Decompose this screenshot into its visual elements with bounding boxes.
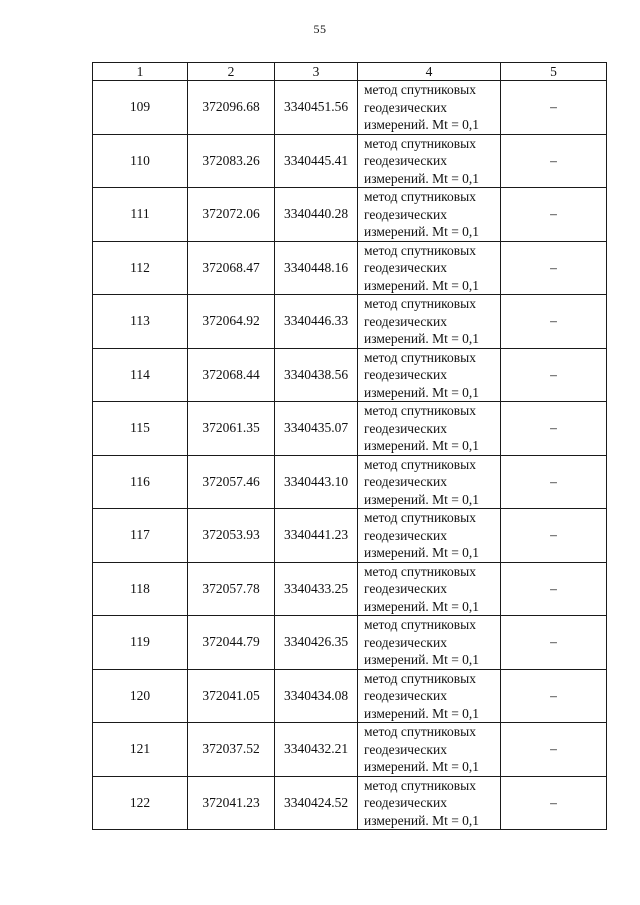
point-number: 118: [93, 562, 188, 616]
method-line-2: геодезических: [364, 527, 447, 543]
note-cell: –: [501, 134, 607, 188]
note-cell: –: [501, 241, 607, 295]
method-line-1: метод спутниковых: [364, 135, 476, 151]
coordinate-y: 3340440.28: [275, 188, 358, 242]
note-cell: –: [501, 616, 607, 670]
point-number: 117: [93, 509, 188, 563]
method-cell: [358, 402, 501, 456]
note-cell: –: [501, 188, 607, 242]
coordinate-y: 3340451.56: [275, 81, 358, 135]
coordinate-x: 372068.44: [188, 348, 275, 402]
method-line-1: метод спутниковых: [364, 296, 476, 311]
method-cell: [358, 188, 501, 242]
header-cell-5: 5: [501, 63, 607, 81]
method-cell: [358, 616, 501, 670]
coordinate-y: 3340448.16: [275, 241, 358, 295]
point-number: 119: [93, 616, 188, 670]
header-cell-1: 1: [93, 63, 188, 81]
coordinate-x: 372068.47: [188, 241, 275, 295]
method-line-2: геодезических: [364, 313, 447, 329]
header-cell-2: 2: [188, 63, 275, 81]
method-line-1: метод спутниковых: [364, 403, 476, 418]
note-cell: –: [501, 402, 607, 456]
method-line-2: геодезических: [364, 260, 447, 275]
method-line-3: измерений. Mt = 0,1: [364, 705, 480, 721]
point-number: 114: [93, 348, 188, 402]
point-number: 112: [93, 241, 188, 295]
table-row: [93, 669, 607, 723]
note-cell: –: [501, 723, 607, 777]
method-line-3: измерений. Mt = 0,1: [364, 545, 480, 560]
method-line-2: геодезических: [364, 206, 447, 222]
point-number: 115: [93, 402, 188, 456]
note-cell: –: [501, 669, 607, 723]
method-line-1: метод спутниковых: [364, 349, 476, 365]
coordinate-y: 3340443.10: [275, 455, 358, 509]
method-cell: [358, 723, 501, 777]
coordinate-x: 372083.26: [188, 134, 275, 188]
note-cell: –: [501, 348, 607, 402]
method-line-1: метод спутниковых: [364, 510, 476, 525]
coordinate-x: 372041.23: [188, 776, 275, 830]
point-number: 110: [93, 134, 188, 188]
method-cell: [358, 509, 501, 563]
point-number: 122: [93, 776, 188, 830]
coordinate-x: 372061.35: [188, 402, 275, 456]
method-line-3: измерений. Mt = 0,1: [364, 598, 480, 614]
method-line-3: измерений. Mt = 0,1: [364, 224, 480, 239]
table-row: [93, 509, 607, 563]
method-line-1: метод спутниковых: [364, 617, 476, 632]
table-row: [93, 616, 607, 670]
table-row: [93, 81, 607, 135]
coordinate-y: 3340426.35: [275, 616, 358, 670]
table-row: [93, 134, 607, 188]
method-line-1: метод спутниковых: [364, 563, 476, 579]
method-line-2: геодезических: [364, 581, 447, 596]
method-line-3: измерений. Mt = 0,1: [364, 812, 480, 828]
method-line-1: метод спутниковых: [364, 670, 476, 686]
coordinates-table: [92, 62, 607, 830]
note-cell: –: [501, 509, 607, 563]
header-cell-3: 3: [275, 63, 358, 81]
method-cell: [358, 562, 501, 616]
table-row: [93, 776, 607, 830]
method-line-3: измерений. Mt = 0,1: [364, 438, 480, 453]
method-line-3: измерений. Mt = 0,1: [364, 759, 480, 774]
point-number: 111: [93, 188, 188, 242]
point-number: 116: [93, 455, 188, 509]
method-cell: [358, 295, 501, 349]
method-line-3: измерений. Mt = 0,1: [364, 652, 480, 667]
method-line-2: геодезических: [364, 474, 447, 489]
table-row: [93, 402, 607, 456]
table-row: [93, 188, 607, 242]
coordinate-x: 372072.06: [188, 188, 275, 242]
method-line-1: метод спутниковых: [364, 456, 476, 472]
coordinate-y: 3340441.23: [275, 509, 358, 563]
note-cell: –: [501, 562, 607, 616]
table-row: [93, 295, 607, 349]
coordinate-x: 372053.93: [188, 509, 275, 563]
method-line-1: метод спутниковых: [364, 189, 476, 204]
method-cell: [358, 776, 501, 830]
coordinate-y: 3340432.21: [275, 723, 358, 777]
coordinate-y: 3340438.56: [275, 348, 358, 402]
method-line-3: измерений. Mt = 0,1: [364, 331, 480, 346]
coordinate-y: 3340433.25: [275, 562, 358, 616]
coordinate-y: 3340446.33: [275, 295, 358, 349]
coordinate-x: 372057.78: [188, 562, 275, 616]
method-line-2: геодезических: [364, 688, 447, 703]
method-line-1: метод спутниковых: [364, 242, 476, 258]
note-cell: –: [501, 81, 607, 135]
coordinate-x: 372057.46: [188, 455, 275, 509]
point-number: 113: [93, 295, 188, 349]
point-number: 120: [93, 669, 188, 723]
method-line-1: метод спутниковых: [364, 724, 476, 739]
coordinate-y: 3340434.08: [275, 669, 358, 723]
coordinate-x: 372044.79: [188, 616, 275, 670]
point-number: 121: [93, 723, 188, 777]
table-row: [93, 562, 607, 616]
method-line-1: метод спутниковых: [364, 82, 476, 97]
method-line-3: измерений. Mt = 0,1: [364, 117, 480, 132]
header-row: [93, 63, 607, 81]
method-line-2: геодезических: [364, 741, 447, 757]
method-line-3: измерений. Mt = 0,1: [364, 384, 480, 400]
method-line-2: геодезических: [364, 795, 447, 810]
method-line-2: геодезических: [364, 153, 447, 168]
method-line-2: геодезических: [364, 634, 447, 650]
page-number: 55: [313, 22, 327, 36]
coordinate-x: 372037.52: [188, 723, 275, 777]
method-line-3: измерений. Mt = 0,1: [364, 170, 480, 186]
point-number: 109: [93, 81, 188, 135]
method-cell: [358, 669, 501, 723]
method-cell: [358, 81, 501, 135]
coordinate-x: 372041.05: [188, 669, 275, 723]
method-line-2: геодезических: [364, 367, 447, 382]
header-cell-4: 4: [358, 63, 501, 81]
note-cell: –: [501, 455, 607, 509]
note-cell: –: [501, 295, 607, 349]
table-row: [93, 348, 607, 402]
coordinate-x: 372064.92: [188, 295, 275, 349]
method-cell: [358, 455, 501, 509]
method-cell: [358, 348, 501, 402]
coordinate-y: 3340445.41: [275, 134, 358, 188]
coordinate-y: 3340435.07: [275, 402, 358, 456]
table-row: [93, 455, 607, 509]
table-row: [93, 241, 607, 295]
method-line-2: геодезических: [364, 99, 447, 115]
coordinate-y: 3340424.52: [275, 776, 358, 830]
method-cell: [358, 134, 501, 188]
method-line-1: метод спутниковых: [364, 777, 476, 793]
note-cell: –: [501, 776, 607, 830]
method-line-2: геодезических: [364, 420, 447, 436]
table-row: [93, 723, 607, 777]
coordinate-x: 372096.68: [188, 81, 275, 135]
method-line-3: измерений. Mt = 0,1: [364, 491, 480, 507]
method-line-3: измерений. Mt = 0,1: [364, 277, 480, 293]
method-cell: [358, 241, 501, 295]
